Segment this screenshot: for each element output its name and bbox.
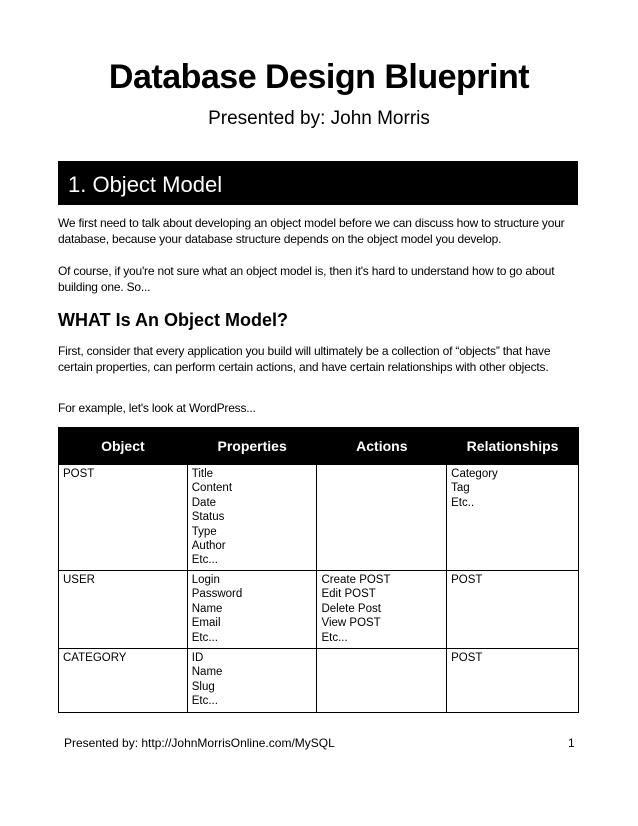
properties-cell [187, 649, 317, 713]
table-body [59, 465, 579, 713]
relationships-cell [447, 649, 579, 713]
properties-cell [187, 571, 317, 649]
property-item: Slug [191, 680, 215, 693]
property-item: Etc... [191, 695, 218, 708]
property-item: Name [191, 666, 223, 679]
table-row [59, 571, 579, 649]
relationships-cell [447, 571, 579, 649]
relationship-item: Category [451, 468, 498, 480]
table-row [59, 649, 579, 713]
table-row [59, 465, 579, 571]
property-item: Status [191, 511, 225, 524]
actions-cell [317, 649, 447, 713]
object-cell [59, 649, 188, 713]
property-item: Content [191, 482, 233, 495]
property-item: Password [191, 588, 243, 601]
object-model-table [58, 427, 579, 713]
page-number: 1 [568, 736, 575, 750]
actions-cell [317, 571, 447, 649]
property-item: Login [191, 574, 220, 586]
action-item: Etc... [321, 631, 348, 644]
property-item: Etc... [191, 554, 218, 567]
intro-paragraph: We first need to talk about developing an object model before we can discuss how to structure your database, because your database structure depends on the object model you develop. [58, 216, 565, 246]
property-item: ID [191, 652, 204, 664]
header-properties: Properties [187, 428, 317, 465]
properties-cell [187, 465, 317, 571]
header-object: Object [59, 428, 188, 465]
object-name: CATEGORY [63, 652, 127, 664]
actions-cell [317, 465, 447, 571]
header-actions: Actions [317, 428, 447, 465]
relationship-item: POST [451, 652, 483, 664]
property-item: Author [191, 540, 226, 553]
object-cell [59, 571, 188, 649]
section-heading-bar [58, 161, 578, 205]
table-header-row [59, 428, 579, 465]
action-item: Create POST [321, 574, 391, 586]
property-item: Email [191, 617, 221, 630]
footer-text: Presented by: http://JohnMorrisOnline.com/MySQL [64, 736, 335, 750]
document-title: Database Design Blueprint [108, 58, 530, 96]
action-item: Edit POST [321, 588, 376, 601]
relationships-cell [447, 465, 579, 571]
object-name: USER [63, 574, 95, 586]
object-cell [59, 465, 188, 571]
header-relationships: Relationships [447, 428, 579, 465]
relationship-item: Tag [451, 482, 470, 495]
subheading: WHAT Is An Object Model? [58, 310, 288, 330]
followup-paragraph: Of course, if you're not sure what an object model is, then it's hard to understand how to go about building one. So... [58, 264, 555, 294]
property-item: Name [191, 602, 223, 615]
example-paragraph: For example, let's look at WordPress... [58, 401, 256, 415]
section-heading: 1. Object Model [68, 172, 223, 197]
action-item: Delete Post [321, 602, 381, 615]
property-item: Etc... [191, 631, 218, 644]
document-subtitle: Presented by: John Morris [208, 108, 430, 129]
property-item: Date [191, 496, 217, 509]
property-item: Title [191, 468, 214, 480]
object-name: POST [63, 468, 95, 480]
relationship-item: POST [451, 574, 483, 586]
property-item: Type [191, 525, 217, 538]
definition-paragraph: First, consider that every application you build will ultimately be a collection of “objects” that have certain properties, can perform certain actions, and have certain relationships with other objects. [58, 344, 551, 374]
relationship-item: Etc.. [451, 496, 475, 509]
action-item: View POST [321, 617, 381, 630]
